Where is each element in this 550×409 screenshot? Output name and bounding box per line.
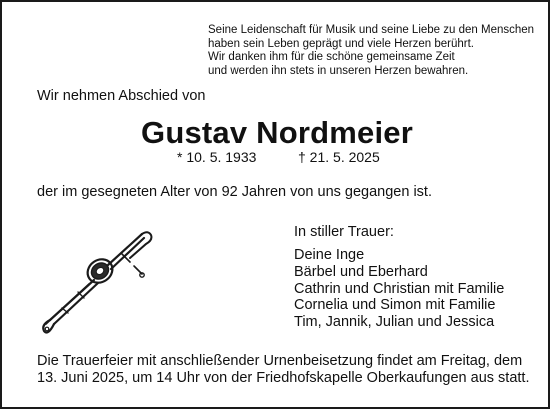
- mourner-name: Cathrin und Christian mit Familie: [294, 280, 505, 297]
- quote-line: Seine Leidenschaft für Musik und seine Liebe zu den Menschen: [208, 24, 535, 36]
- quote-line: Wir danken ihm für die schöne gemeinsame Zeit: [208, 51, 455, 64]
- quote-line: und werden ihn stets in unseren Herzen bewahren.: [208, 64, 469, 77]
- mourning-heading: In stiller Trauer:: [294, 224, 394, 240]
- age-statement: der im gesegneten Alter von 92 Jahren von uns gegangen ist.: [37, 184, 432, 200]
- mourner-name: Cornelia und Simon mit Familie: [294, 297, 496, 314]
- mourner-name: Bärbel und Eberhard: [294, 263, 428, 280]
- birth-date: * 10. 5. 1933: [177, 149, 257, 165]
- mourner-name: Deine Inge: [294, 247, 365, 263]
- funeral-announcement: [37, 353, 537, 387]
- mourner-list: [294, 247, 504, 331]
- death-date: † 21. 5. 2025: [298, 149, 380, 165]
- quote-line: haben sein Leben geprägt und viele Herzen berührt.: [208, 37, 474, 50]
- funeral-line: Die Trauerfeier mit anschließender Urnenbeisetzung findet am Freitag, dem: [37, 353, 523, 369]
- funeral-line: 13. Juni 2025, um 14 Uhr von der Friedhofskapelle Oberkaufungen aus statt.: [37, 370, 530, 386]
- trombone-icon: [38, 228, 156, 338]
- mourner-name: Tim, Jannik, Julian und Jessica: [294, 314, 495, 331]
- deceased-name: Gustav Nordmeier: [141, 115, 413, 150]
- memorial-quote: [208, 24, 538, 78]
- farewell-intro: Wir nehmen Abschied von: [37, 88, 206, 104]
